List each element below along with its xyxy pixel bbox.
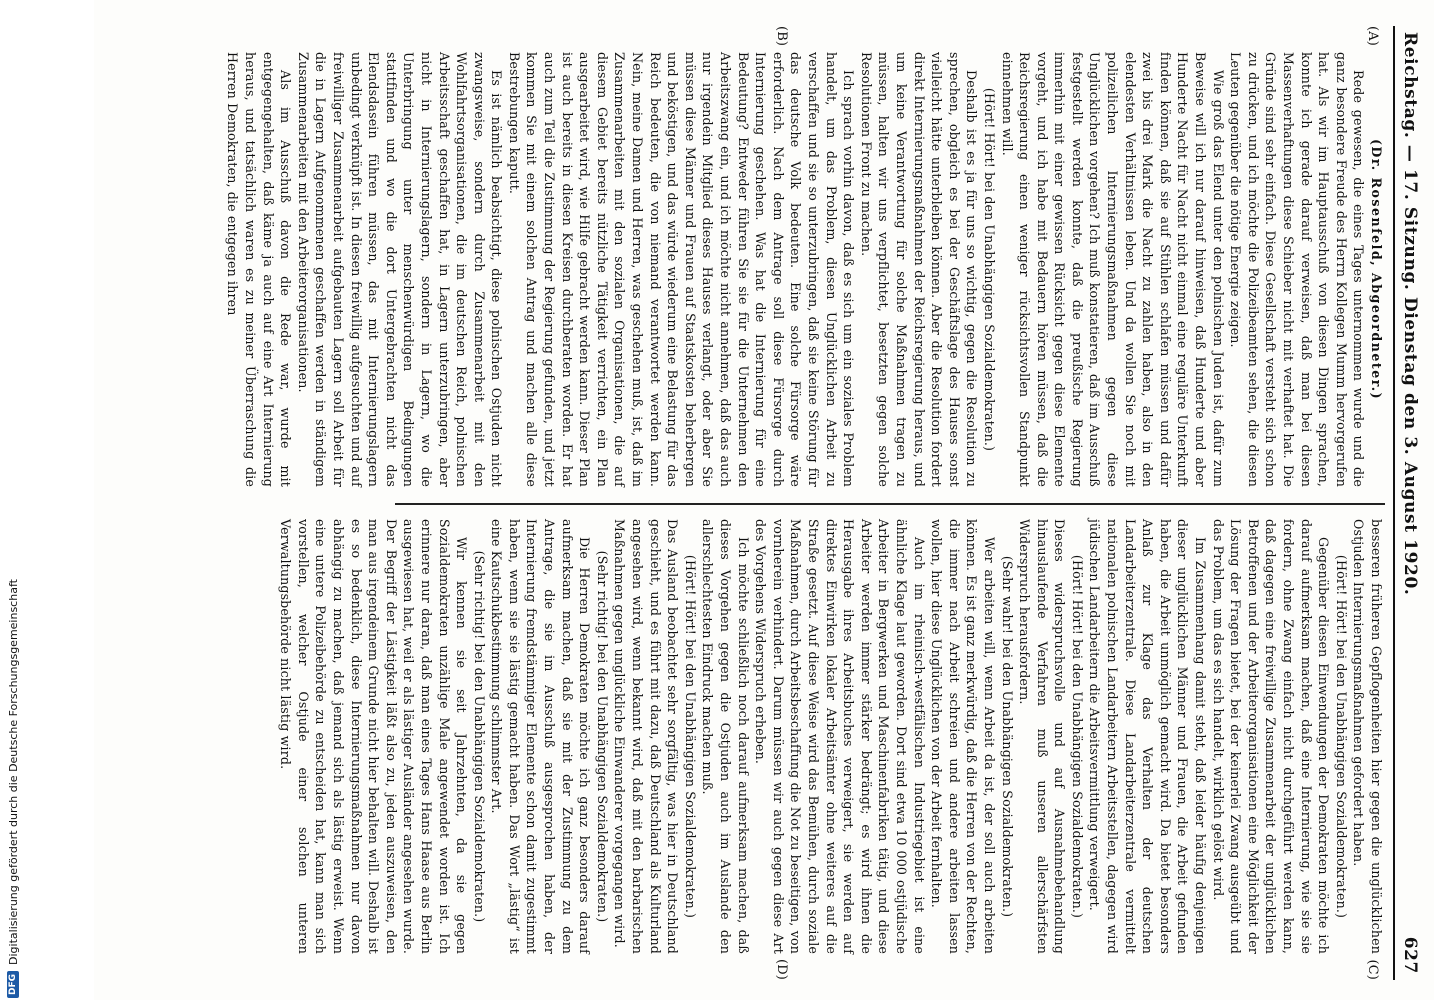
paragraph	[1016, 519, 1069, 954]
paragraph-text: Ich möchte schließlich noch darauf aufmerksam machen, daß dieses Vorgehen gegen die Ostjuden auch im Auslande den allerschlechtesten Eindruck machen muß.	[700, 519, 751, 954]
paragraph-text: (Hört! Hört! bei den Unabhängigen Sozialdemokraten.)	[981, 87, 997, 452]
paragraph-text: (Hört! Hört! bei den Unabhängigen Sozialdemokraten.)	[682, 554, 698, 919]
paragraph-text: (Sehr richtig! bei den Unabhängigen Sozialdemokraten.)	[471, 550, 487, 923]
paragraph	[752, 519, 928, 954]
paragraph	[998, 52, 1227, 487]
page-header	[1393, 26, 1420, 980]
paragraph-text: Gegenüber diesen Einwendungen der Demokraten möchte ich darauf aufmerksam machen, daß eine Internierung, wie sie sie fordern, ohne Zwang einfach nicht durchgeführt werden kann, daß dagegen eine freiwillige Zusammenarbeit der unglücklichen Betroffenen und der Arbeiterorganisationen eine Möglichkeit der Lösung der Fragen bietet, bei der keinerlei Zwang ausgeübt und das Problem, um das es sich handelt, wirklich gelöst wird.	[1210, 519, 1332, 954]
paragraph-text: Ich sprach vorhin davon, daß es sich um ein soziales Problem handelt, um das Problem, diesen Unglücklichen Arbeit zu verschaffen und sie so unterzubringen, daß sie keine Störung für das deutsche Volk bedeuten. Eine solche Fürsorge wäre erforderlich. Nach dem Antrage soll diese Fürsorge durch Internierung geschehen. Was hat die Internierung für eine Bedeutung? Entweder führen Sie sie für die Unternehmen den Arbeitszwang ein, und ich möchte nicht annehmen, daß das auch nur irgendein Mitglied dieses Hauses verlangt, oder aber Sie müssen diese Männer und Frauen auf Staatskosten beherbergen und beköstigen, und das würde wiederum eine Belastung für das Reich bedeuten, die von niemand verantwortet werden kann. Nein, meine Damen und Herren, was geschehen muß, ist, daß im Zusammenarbeiten mit den sozialen Organisationen, die auf diesem Gebiet bereits nützliche Tätigkeit verrichten, ein Plan ausgearbeitet wird, wie Hilfe gebracht werden kann. Dieser Plan ist auch bereits in diesen Kreisen durchberaten worden. Er hat auch zum Teil die Zustimmung der Regierung gefunden, und jetzt kommen Sie mit einem solchen Antrag und machen alle diese Bestrebungen kaputt.	[506, 52, 857, 487]
paragraph-text: Rede gewesen, die eines Tages unternommen wurde und die ganz besondere Freude des Herrn Kollegen Mumm hervorgerufen hat. Als wir im Hauptausschuß von diesen Dingen sprachen, konnte ich gerade darauf verweisen, daß man bei diesen Massenverhaftungen diese Schieber nicht mit verhaftet hat. Die Gründe sind sehr einfach. Diese Gesellschaft versteht sich schon zu drücken, und ich möchte die Polizeibeamten sehen, die diesen Leuten gegenüber die nötige Energie zeigen.	[1228, 52, 1367, 487]
margin-mark-c: (C)	[1365, 959, 1380, 980]
margin-mark-d: (D)	[774, 958, 789, 980]
footer-text: Digitalisierung gefördert durch die Deutsche Forschungsgemeinschaft	[6, 579, 20, 965]
paragraph	[294, 52, 505, 487]
paragraph	[1086, 519, 1209, 954]
header-title: Reichstag. — 17. Sitzung. Dienstag den 3. August 1920.	[1400, 32, 1420, 596]
paragraph	[470, 519, 488, 954]
paragraph-text: Dieses widerspruchsvolle und auf Ausnahmebehandlung hinauslaufende Verfahren muß unseren allerschärfsten Widerspruch herausfordern.	[1017, 519, 1068, 954]
paragraph-text: (Hört! Hört! bei den Unabhängigen Sozialdemokraten.)	[1069, 554, 1085, 919]
paragraph	[611, 519, 681, 954]
paragraph-text: (Hört! Hört! bei den Unabhängigen Sozialdemokraten.)	[1333, 554, 1349, 919]
paragraph-text: Es ist nämlich beabsichtigt, diese polnischen Ostjuden nicht zwangsweise, sondern durch Zusammenarbeit mit den Wohlfahrtsorganisationen, die im deutschen Reich, polnischen Arbeitsschaft geschaffen hat, in Lagern unterzubringen, aber nicht in Internierungslagern, sondern in Lagern, wo die Unterbringung unter menschenwürdigen Bedingungen stattfinden und wo die dort Untergebrachten nicht das Elendsdasein führen müssen, das mit Internierungslagern unbedingt verknüpft ist. In diesen freiwillig aufgesuchten und auf freiwilliger Zusammenarbeit aufgebauten Lagern soll Arbeit für die in Lagern Aufgenommenen geschaffen werden in ständigem Zusammenarbeiten mit den Arbeiterorganisationen.	[295, 52, 505, 487]
paragraph	[928, 519, 998, 954]
paragraph	[224, 52, 294, 487]
paragraph-text: Auch im rheinisch-westfälischen Industriegebiet ist eine ähnliche Klage laut geworden. Dort sind etwa 10 000 ostjüdische Arbeiter in Bergwerken und Maschinenfabriken tätig, und diese Arbeiter werden immer stärker bedrängt; es wird ihnen die Herausgabe ihres Arbeitsbuches verweigert, sie werden auf direktes Einwirken lokaler Arbeitsämter ohne weiteres auf die Straße gesetzt. Auf diese Weise wird das Bemühen, durch soziale Maßnahmen, durch Arbeitsbeschaffung die Not zu beseitigen, von vornherein verhindert. Darum müssen wir auch gegen diese Art des Vorgehens Widerspruch erheben.	[753, 519, 927, 954]
paragraph	[857, 52, 980, 487]
paragraph	[593, 519, 611, 954]
margin-mark-b: (B)	[774, 26, 789, 47]
paragraph	[277, 519, 471, 954]
paragraph-text: (Sehr richtig! bei den Unabhängigen Sozialdemokraten.)	[594, 550, 610, 923]
dfg-logo: DFG	[7, 971, 19, 998]
paragraph-text: Wir kennen sie seit Jahrzehnten, da sie gegen Sozialdemokraten unzählige Male angewendet worden ist. Ich erinnere nur daran, daß man eines Tages Hans Haase aus Berlin ausgewiesen hat, weil er als lästiger Ausländer angesehen wurde. Der Begriff der Lästigkeit läßt also zu, jeden auszuweisen, den man aus irgendeinem Grunde nicht hier behalten will. Deshalb ist es so bedenklich, diese Internierungsmaßnahmen nur davon abhängig zu machen, daß jemand sich als lästig erweist. Wenn eine untere Polizeibehörde zu entscheiden hat, kann man sich vorstellen, welcher Ostjude einer solchen unteren Verwaltungsbehörde nicht lästig wird.	[278, 519, 470, 954]
paragraph-text: Wie groß das Elend unter den polnischen Juden ist, dafür zum Beweise will ich nur darauf hinweisen, daß Hunderte und aber Hunderte Nacht für Nacht nicht einmal eine reguläre Unterkunft finden können, daß sie auf Stühlen schlafen müssen und dafür zwei bis drei Mark die Nacht zu zahlen haben, also in den elendesten Verhältnissen leben. Und da wollen Sie noch mit polizeilichen Internierungsmaßnahmen gegen diese Unglücklichen vorgehen? Ich muß konstatieren, daß im Ausschuß festgestellt werden konnte, daß die preußische Regierung immerhin mit einer gewissen Rücksicht gegen diese Elemente vorgeht, und ich habe mit Bedauern hören müssen, daß die Reichsregierung einen weniger rücksichtsvollen Standpunkt einnehmen will.	[999, 52, 1226, 487]
paragraph	[1350, 519, 1385, 954]
paragraph-text: Im Zusammenhang damit steht, daß leider häufig denjenigen dieser unglücklichen Männer und Frauen, die Arbeit gefunden haben, die Arbeit unmöglich gemacht wird. Da bietet besonders Anlaß zur Klage das Verhalten der deutschen Landarbeiterzentrale. Diese Landarbeiterzentrale vermittelt nationalen polnischen Landarbeitern Arbeitsstellen, dagegen wird jüdischen Landarbeitern die Arbeitsvermittlung verweigert.	[1087, 519, 1209, 954]
footer-credit	[2, 0, 24, 998]
paragraph	[980, 52, 998, 487]
right-column	[135, 503, 1385, 980]
paragraph	[1332, 519, 1350, 954]
paragraph	[1227, 52, 1368, 487]
paragraph	[681, 519, 699, 954]
speaker-line: (Dr. Rosenfeld, Abgeordneter.)	[1369, 138, 1384, 401]
paragraph-text: (Sehr wahr! bei den Unabhängigen Sozialdemokraten.)	[999, 555, 1015, 918]
paragraph-text: Das Ausland beobachtet sehr sorgfältig, was hier in Deutschland geschieht, und es führt mit dazu, daß Deutschland als Kulturland angesehen wird, wenn bekannt wird, daß mit den barbarischen Maßnahmen gegen unglückliche Einwanderer vorgegangen wird.	[612, 519, 681, 954]
paragraph-text: Deshalb ist es ja für uns so wichtig, gegen die Resolution zu sprechen, obgleich es bei der Geschäftslage des Hauses sonst vielleicht hätte unterbleiben können. Aber die Resolution fordert direkt Internierungsmaßnahmen der Reichsregierung heraus, und um keine Verantwortung für solche Maßnahmen tragen zu müssen, halten wir uns verpflichtet, besetzten gegen solche Resolutionen Front zu machen.	[858, 52, 980, 487]
paragraph	[1209, 519, 1332, 954]
columns	[135, 26, 1385, 980]
paragraph-text: Die Herren Demokraten möchte ich ganz besonders darauf aufmerksam machen, daß sie mit der Zustimmung zu dem Antrage, die sie im Ausschuß ausgesprochen haben, der Internierung fremdstämmiger Elemente schon damit zugestimmt haben, wenn sie sie lästig gemacht haben. Das Wort „lästig“ ist eine Kautschukbestimmung schlimmster Art.	[489, 519, 593, 954]
left-column	[135, 26, 1385, 503]
paragraph	[998, 519, 1016, 954]
paragraph-text: besseren früheren Gepflogenheiten hier gegen die unglücklichen Ostjuden Internierungsmaßnahmen gefordert haben.	[1351, 519, 1384, 954]
paragraph	[1068, 519, 1086, 954]
paragraph-text: Als im Ausschuß davon die Rede war, wurde mit entgegengehalten, daß käme ja auch auf eine Art Internierung heraus, und tatsächlich waren es zu meiner Überraschung die Herren Demokraten, die entgegen ihren	[225, 52, 294, 487]
document-page	[94, 0, 1434, 1000]
paragraph-text: Wer arbeiten will, wenn Arbeit da ist, der soll auch arbeiten können. Es ist ganz merkwürdig, daß die Herren von der Rechten, die immer nach Arbeit schreien und andere arbeiten lassen wollen, hier diese Unglücklichen von der Arbeit fernhalten.	[929, 519, 997, 954]
page-number: 627	[1400, 936, 1420, 974]
paragraph	[505, 52, 857, 487]
paragraph	[1367, 52, 1385, 487]
margin-mark-a: (A)	[1365, 26, 1380, 46]
paragraph	[699, 519, 752, 954]
paragraph	[488, 519, 594, 954]
